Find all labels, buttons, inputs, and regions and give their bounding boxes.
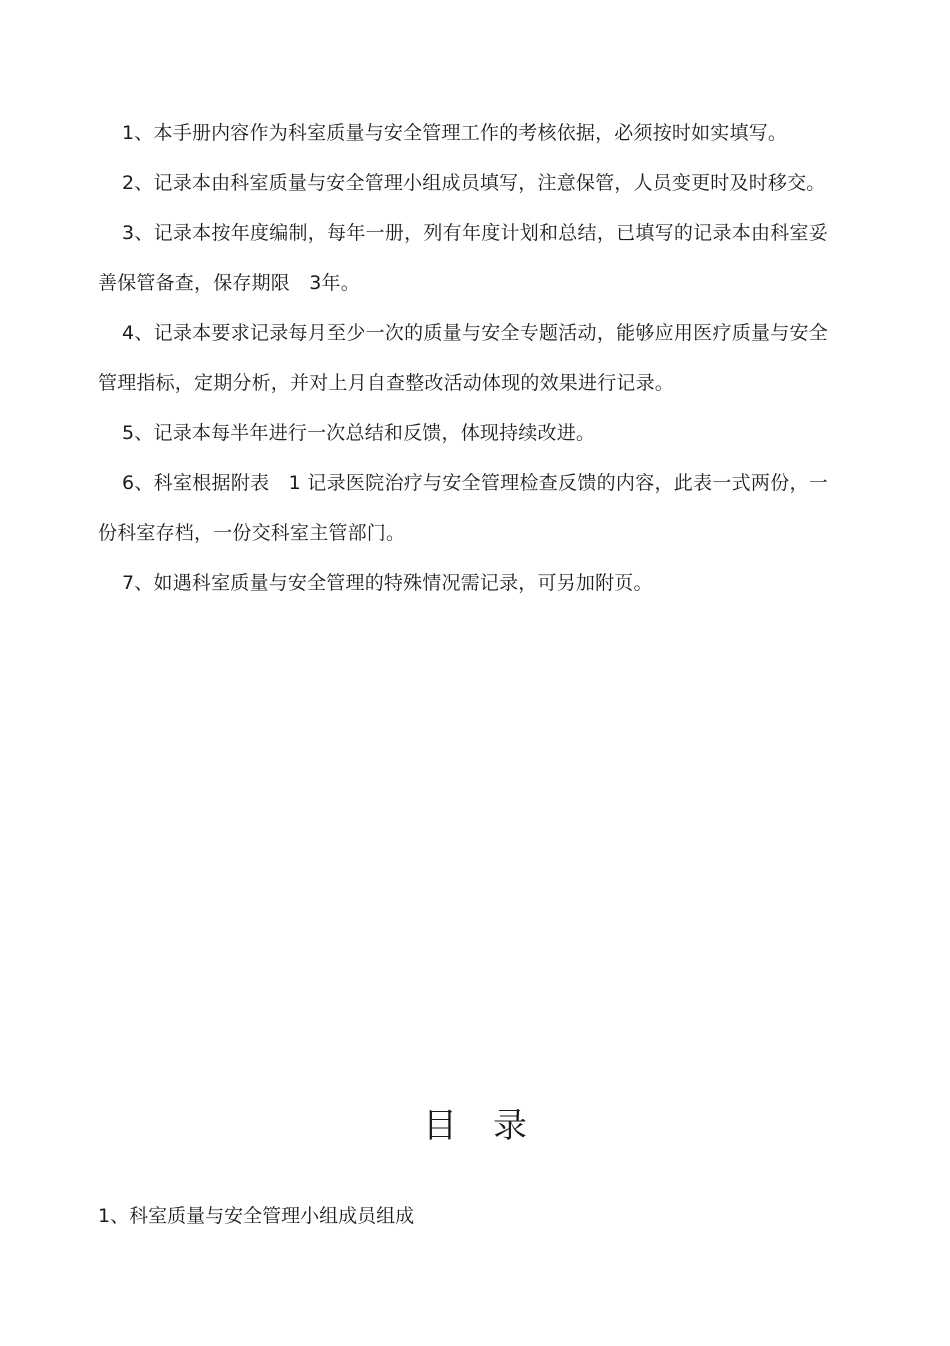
instruction-item-5: 5、记录本每半年进行一次总结和反馈，体现持续改进。 <box>122 422 596 444</box>
instruction-item-3: 3、记录本按年度编制，每年一册，列有年度计划和总结，已填写的记录本由科室妥善保管备查，保存期限 3年。 <box>98 222 828 294</box>
instructions-list <box>98 108 828 608</box>
toc-item-1: 1、科室质量与安全管理小组成员组成 <box>98 1205 415 1227</box>
instruction-item-4: 4、记录本要求记录每月至少一次的质量与安全专题活动，能够应用医疗质量与安全管理指标，定期分析，并对上月自查整改活动体现的效果进行记录。 <box>98 322 828 394</box>
instruction-item-6: 6、科室根据附表 1 记录医院治疗与安全管理检查反馈的内容，此表一式两份，一份科室存档，一份交科室主管部门。 <box>98 472 828 544</box>
instruction-item-7: 7、如遇科室质量与安全管理的特殊情况需记录，可另加附页。 <box>122 572 653 594</box>
toc-list <box>98 1198 828 1234</box>
instruction-item-2: 2、记录本由科室质量与安全管理小组成员填写，注意保管，人员变更时及时移交。 <box>122 172 826 194</box>
toc-title: 目录 <box>423 1106 563 1146</box>
instruction-item-1: 1、本手册内容作为科室质量与安全管理工作的考核依据，必须按时如实填写。 <box>122 122 788 144</box>
